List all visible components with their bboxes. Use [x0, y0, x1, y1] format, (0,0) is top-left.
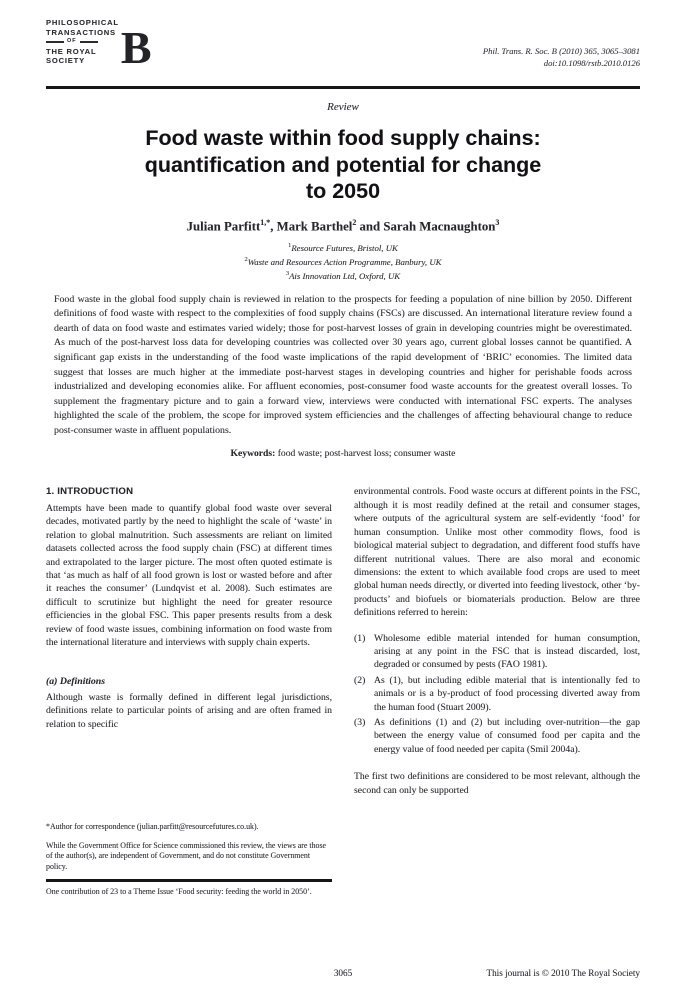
page-number: 3065 [333, 968, 353, 978]
abstract: Food waste in the global food supply chain is reviewed in relation to the prospects for feeding a population of nine billion by 2050. Different definitions of food waste with respect to the complexities of food supply chains (FSCs) are discussed. An international literature review found a dearth of data on food waste and estimates varied widely; those for post-harvest losses of grain in developing countries might be overestimated. As much of the post-harvest loss data for developing countries was collected over 30 years ago, current global losses cannot be quantified. A significant gap exists in the understanding of the food waste implications of the rapid development of ‘BRIC’ economies. The limited data suggest that losses are much higher at the immediate post-harvest stages in developing countries and higher for perishable foods across industrialized and developing economies alike. For affluent economies, post-consumer food waste accounts for the greatest overall losses. To supplement the fragmentary picture and to gain a forward view, interviews were conducted with international FSC experts. The analyses highlighted the scale of the problem, the scope for improved system efficiencies and the challenges of affecting behavioural change to reduce post-consumer waste in affluent populations. [54, 293, 632, 436]
definition-marker: (2) [354, 674, 366, 686]
royal-society-logo [46, 18, 152, 73]
body-columns [46, 485, 640, 897]
journal-header [46, 18, 640, 84]
author-byline [46, 218, 640, 234]
copyright-notice: This journal is © 2010 The Royal Society [486, 968, 640, 978]
left-column [46, 485, 332, 897]
logo-rule-left [46, 41, 64, 43]
logo-rule-right [80, 41, 98, 43]
footnotes [46, 814, 332, 898]
author-affil-mark: 3 [495, 217, 500, 227]
article-type: Review [327, 101, 359, 113]
journal-citation [483, 18, 640, 69]
author-name: , Mark Barthel [270, 218, 353, 233]
definition-text: As (1), but including edible material that is intentionally fed to animals or is a by-product of food processing diverted away from the human food (Stuart 2009). [374, 674, 640, 713]
definition-text: Wholesome edible material intended for human consumption, arising at any point in the FSC that is instead discarded, lost, degraded or consumed by pests (FAO 1981). [374, 632, 640, 671]
journal-b-icon: B [120, 22, 152, 73]
affiliation-line [46, 240, 640, 254]
citation-doi: doi:10.1098/rstb.2010.0126 [543, 57, 640, 68]
keywords-line [46, 448, 640, 459]
footnote-rule [46, 879, 332, 882]
introduction-paragraph: Attempts have been made to quantify global food waste over several decades, motivated partly by the need to highlight the scale of ‘waste’ in relation to global malnutrition. Such assessments are reliant on limited datasets collected across the food supply chain (FSC) at different times and extrapolated to the larger picture. The most often quoted estimate is that ‘as much as half of all food grown is lost or wasted before and after it reaches the consumer’ (Lundqvist et al. 2008). Such estimates are difficult to scrutinize but highlight the need for greater resource efficiencies in the global FSC. This paper presents results from a desk review of food waste issues, combining information on food waste from the international literature and interviews with supply chain experts. [46, 502, 332, 648]
author-affil-mark: 1,* [260, 217, 271, 227]
logo-line: SOCIETY [46, 56, 85, 66]
affiliations [46, 240, 640, 282]
definition-marker: (1) [354, 632, 366, 644]
logo-line: THE ROYAL [46, 46, 97, 56]
definitions-list [354, 632, 640, 759]
definition-text: As definitions (1) and (2) but including over-nutrition—the gap between the energy value of consumed food per capita and the energy value of food needed per capita (Smil 2004a). [374, 716, 640, 755]
header-rule [46, 86, 640, 89]
definition-item [354, 716, 640, 756]
affiliation-sup: 2 [244, 255, 248, 263]
affiliation-text: Resource Futures, Bristol, UK [291, 242, 398, 253]
section-heading-introduction: 1. INTRODUCTION [46, 486, 134, 498]
article-title [46, 125, 640, 205]
author-name: Julian Parfitt [186, 218, 261, 233]
logo-line: TRANSACTIONS [46, 27, 116, 37]
subsection-heading-definitions: (a) Definitions [46, 676, 106, 688]
affiliation-text: Waste and Resources Action Programme, Banbury, UK [247, 256, 442, 267]
correspondence-footnote: *Author for correspondence (julian.parfitt@resourcefutures.co.uk). [46, 821, 259, 831]
logo-of-text: OF [67, 38, 77, 45]
keywords-label: Keywords: [230, 448, 276, 460]
keywords-text: food waste; post-harvest loss; consumer waste [275, 448, 456, 460]
logo-of-line [46, 37, 119, 47]
affiliation-line [46, 268, 640, 282]
affiliation-text: Ais Innovation Ltd, Oxford, UK [289, 270, 401, 281]
title-line: quantification and potential for change [144, 152, 542, 177]
disclaimer-footnote: While the Government Office for Science commissioned this review, the views are those of the author(s), are independent of Government, and do not constitute Government policy. [46, 840, 327, 871]
page-footer [46, 968, 640, 984]
title-line: Food waste within food supply chains: [145, 126, 541, 150]
logo-line: PHILOSOPHICAL [46, 18, 119, 27]
title-line: to 2050 [305, 179, 381, 203]
right-column [354, 485, 640, 897]
affiliation-sup: 1 [288, 241, 292, 249]
definition-item [354, 632, 640, 672]
definitions-paragraph: Although waste is formally defined in different legal jurisdictions, definitions relate to particular points of arising and are often framed in relation to specific [46, 691, 332, 730]
continued-paragraph: environmental controls. Food waste occurs at different points in the FSC, although it is most readily defined at the retail and consumer stages, where outputs of the agricultural system are self-evidently ‘food’ for human consumption. Unlike most other commodity flows, food is biological material subject to degradation, and different food stuffs have different nutritional values. There are also moral and economic dimensions: the extent to which available food crops are used to meet global human needs directly, or diverted into feeding livestock, other ‘by-products’ and biofuels or biomaterials production. Below are three definitions referred to herein: [354, 486, 640, 619]
logo-wordmark [46, 18, 119, 66]
definition-marker: (3) [354, 716, 366, 728]
definition-item [354, 674, 640, 714]
theme-issue-footnote: One contribution of 23 to a Theme Issue ‘Food security: feeding the world in 2050’. [46, 886, 312, 896]
citation-reference: Phil. Trans. R. Soc. B (2010) 365, 3065–3081 [482, 46, 640, 56]
author-affil-mark: 2 [352, 217, 357, 227]
author-name: and Sarah Macnaughton [356, 218, 496, 233]
affiliation-line [46, 254, 640, 268]
closing-paragraph: The first two definitions are considered to be most relevant, although the second can only be supported [354, 771, 640, 796]
affiliation-sup: 3 [285, 269, 290, 277]
